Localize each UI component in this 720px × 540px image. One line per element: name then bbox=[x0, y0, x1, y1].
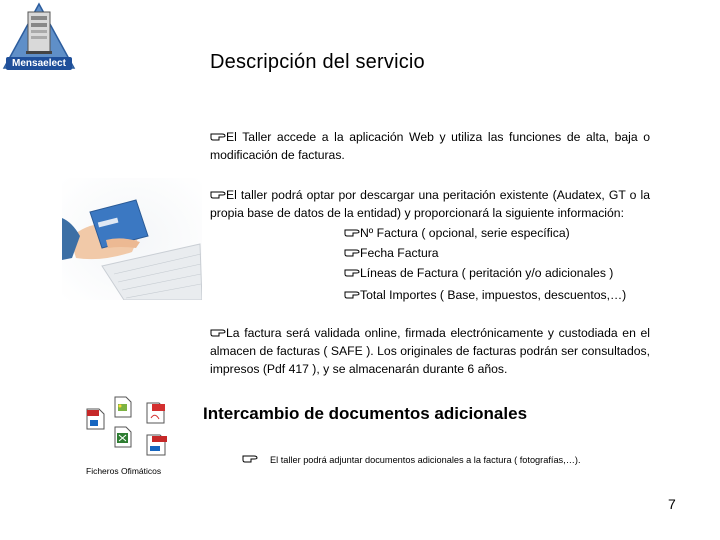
pointing-hand-icon bbox=[210, 189, 226, 200]
list-item bbox=[344, 224, 570, 242]
section-bullet bbox=[242, 453, 581, 465]
files-caption: Ficheros Ofimáticos bbox=[86, 466, 162, 476]
subitem-text: Total Importes ( Base, impuestos, descuentos,…) bbox=[360, 288, 627, 302]
subitem-text: Nº Factura ( opcional, serie específica) bbox=[360, 226, 570, 240]
page-number: 7 bbox=[668, 496, 676, 512]
paragraph-3 bbox=[210, 324, 650, 378]
paragraph-1-text: El Taller accede a la aplicación Web y utiliza las funciones de alta, baja o modificación de facturas. bbox=[210, 130, 650, 162]
section-title: Intercambio de documentos adicionales bbox=[203, 404, 528, 423]
pointing-hand-icon bbox=[344, 247, 360, 258]
logo-text: Mensaelect bbox=[6, 57, 72, 70]
subitem-text: Líneas de Factura ( peritación y/o adicionales ) bbox=[360, 266, 614, 280]
section-bullet-text: El taller podrá adjuntar documentos adicionales a la factura ( fotografías,…). bbox=[270, 455, 581, 465]
document-icon bbox=[86, 408, 106, 430]
hand-card-keyboard-photo bbox=[62, 178, 202, 300]
pointing-hand-icon bbox=[344, 227, 360, 238]
list-item bbox=[344, 264, 613, 282]
paragraph-1 bbox=[210, 128, 650, 164]
word-file-icon bbox=[146, 434, 168, 456]
paragraph-3-text: La factura será validada online, firmada electrónicamente y custodiada en el almacen de facturas ( SAFE ). Los originales de facturas podrán ser consultados, impresos (Pdf 417 ), y se almacenarán durante 6 años. bbox=[210, 326, 650, 376]
pointing-hand-icon bbox=[344, 267, 360, 278]
pointing-hand-icon bbox=[210, 327, 226, 338]
image-file-icon bbox=[114, 396, 132, 418]
mensaelect-logo bbox=[2, 2, 76, 74]
page-title: Descripción del servicio bbox=[210, 51, 425, 73]
pointing-hand-icon bbox=[210, 131, 226, 142]
pdf-icon bbox=[146, 402, 166, 424]
list-item bbox=[344, 244, 439, 262]
subitem-text: Fecha Factura bbox=[360, 246, 439, 260]
paragraph-2-text: El taller podrá optar por descargar una peritación existente (Audatex, GT o la propia base de datos de la entidad) y proporcionará la siguiente información: bbox=[210, 188, 650, 220]
pointing-hand-icon bbox=[242, 453, 270, 465]
paragraph-2 bbox=[210, 186, 650, 222]
pointing-hand-icon bbox=[344, 289, 360, 300]
list-item bbox=[344, 286, 626, 304]
spreadsheet-icon bbox=[114, 426, 132, 448]
office-files-cluster bbox=[80, 396, 190, 466]
